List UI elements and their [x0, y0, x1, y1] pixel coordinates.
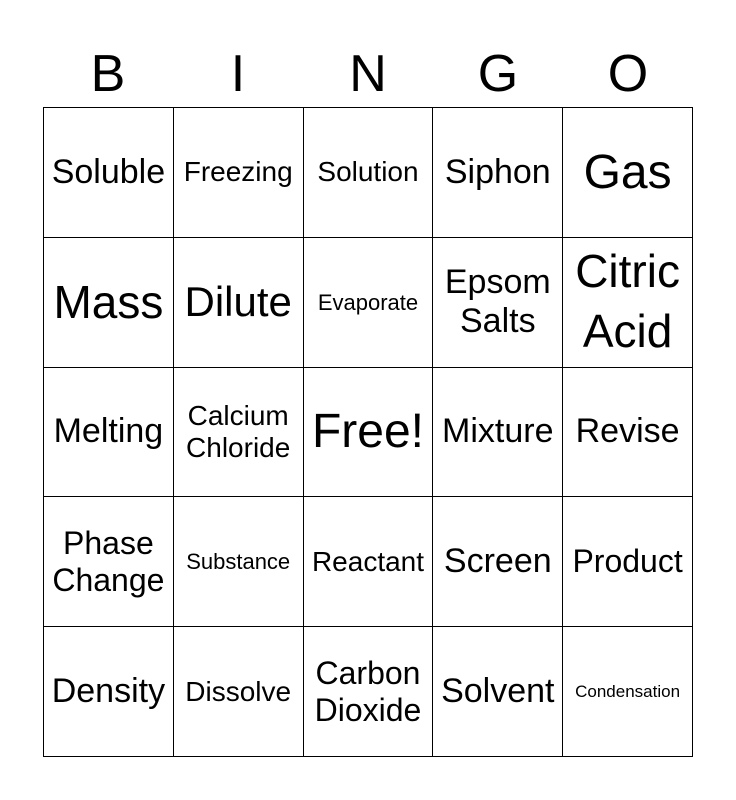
bingo-cell[interactable] — [433, 368, 563, 498]
bingo-cell[interactable] — [563, 627, 693, 757]
cell-label: Evaporate — [317, 289, 419, 315]
cell-label: Solvent — [441, 672, 555, 711]
cell-label: Revise — [575, 412, 680, 451]
cell-label: Screen — [443, 542, 552, 581]
bingo-board — [43, 107, 693, 757]
cell-label: Dilute — [184, 278, 292, 326]
cell-label: Dissolve — [185, 675, 292, 707]
bingo-cell[interactable] — [433, 108, 563, 238]
cell-label: Calcium Chloride — [186, 399, 291, 463]
cell-label: Gas — [583, 145, 672, 199]
header-letter-i: I — [230, 45, 246, 103]
bingo-cell[interactable] — [174, 627, 304, 757]
bingo-cell[interactable] — [563, 497, 693, 627]
bingo-cell[interactable] — [563, 108, 693, 238]
cell-label: Product — [572, 543, 683, 580]
bingo-cell[interactable] — [44, 627, 174, 757]
bingo-cell[interactable] — [563, 238, 693, 368]
bingo-cell[interactable] — [304, 627, 434, 757]
header-letter-o: O — [607, 45, 649, 103]
bingo-cell[interactable] — [304, 497, 434, 627]
cell-label: Substance — [186, 549, 291, 575]
header-letter-g: G — [477, 45, 519, 103]
free-space-label: Free! — [311, 405, 424, 459]
cell-label: Soluble — [51, 152, 166, 191]
cell-label: Epsom Salts — [444, 263, 551, 341]
cell-label: Condensation — [575, 681, 681, 701]
cell-label: Mixture — [442, 412, 554, 451]
cell-label: Reactant — [311, 545, 425, 577]
bingo-cell[interactable] — [304, 238, 434, 368]
cell-label: Density — [51, 672, 166, 711]
bingo-cell[interactable] — [433, 238, 563, 368]
bingo-cell[interactable] — [174, 497, 304, 627]
cell-label: Solution — [317, 156, 419, 188]
bingo-cell[interactable] — [44, 368, 174, 498]
bingo-cell[interactable] — [563, 368, 693, 498]
bingo-cell[interactable] — [433, 627, 563, 757]
header-letter-b: B — [90, 45, 126, 103]
bingo-cell[interactable] — [174, 238, 304, 368]
bingo-cell[interactable] — [174, 368, 304, 498]
cell-label: Melting — [53, 412, 164, 451]
bingo-cell[interactable] — [44, 497, 174, 627]
bingo-cell[interactable] — [174, 108, 304, 238]
cell-label: Mass — [53, 275, 164, 328]
bingo-header — [43, 40, 693, 108]
cell-label: Freezing — [183, 156, 293, 188]
bingo-cell[interactable] — [44, 108, 174, 238]
cell-label: Phase Change — [52, 524, 165, 598]
bingo-cell[interactable] — [433, 497, 563, 627]
bingo-cell[interactable] — [304, 108, 434, 238]
bingo-cell[interactable] — [44, 238, 174, 368]
cell-label: Citric Acid — [575, 245, 680, 358]
cell-label: Siphon — [444, 152, 551, 191]
cell-label: Carbon Dioxide — [314, 654, 422, 728]
free-space[interactable] — [304, 368, 434, 498]
header-letter-n: N — [349, 45, 387, 103]
